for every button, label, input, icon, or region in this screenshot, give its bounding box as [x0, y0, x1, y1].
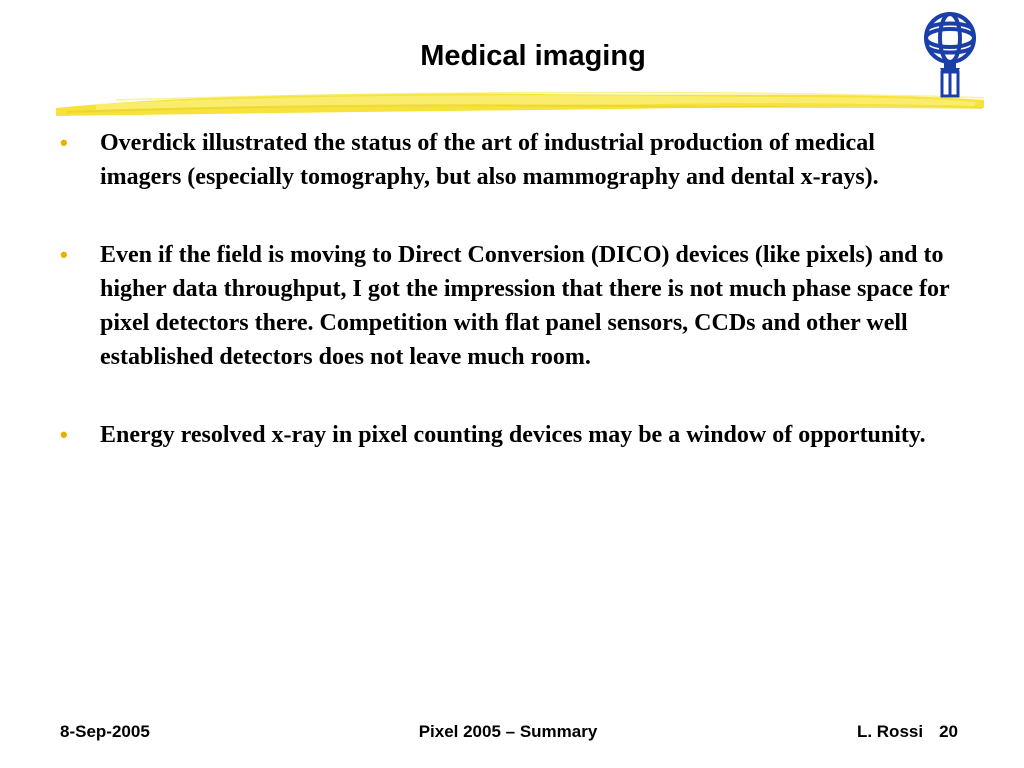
footer-author-page	[857, 722, 958, 742]
footer-author: L. Rossi	[856, 722, 924, 741]
bullet-text: Energy resolved x-ray in pixel counting devices may be a window of opportunity.	[100, 422, 926, 448]
slide-title: Medical imaging	[420, 40, 646, 72]
bullet-item	[60, 418, 955, 452]
bullet-item	[60, 126, 955, 194]
title-divider-brush	[56, 86, 984, 122]
bullet-item	[60, 238, 955, 374]
bullet-icon: •	[60, 422, 68, 447]
footer-event: Pixel 2005 – Summary	[418, 722, 598, 741]
bullet-icon: •	[60, 130, 68, 155]
bullet-list	[60, 126, 955, 496]
globe-logo-icon	[914, 8, 986, 98]
page-number: 20	[939, 722, 958, 741]
bullet-text: Even if the field is moving to Direct Conversion (DICO) devices (like pixels) and to higher data throughput, I got the impression that there is not much phase space for pixel detectors there. Competition with flat panel sensors, CCDs and other well established detectors does not leave much room.	[100, 242, 950, 370]
footer-date: 8-Sep-2005	[60, 722, 150, 741]
bullet-text: Overdick illustrated the status of the art of industrial production of medical imagers (especially tomography, but also mammography and dental x-rays).	[100, 130, 879, 190]
bullet-icon: •	[60, 242, 68, 267]
